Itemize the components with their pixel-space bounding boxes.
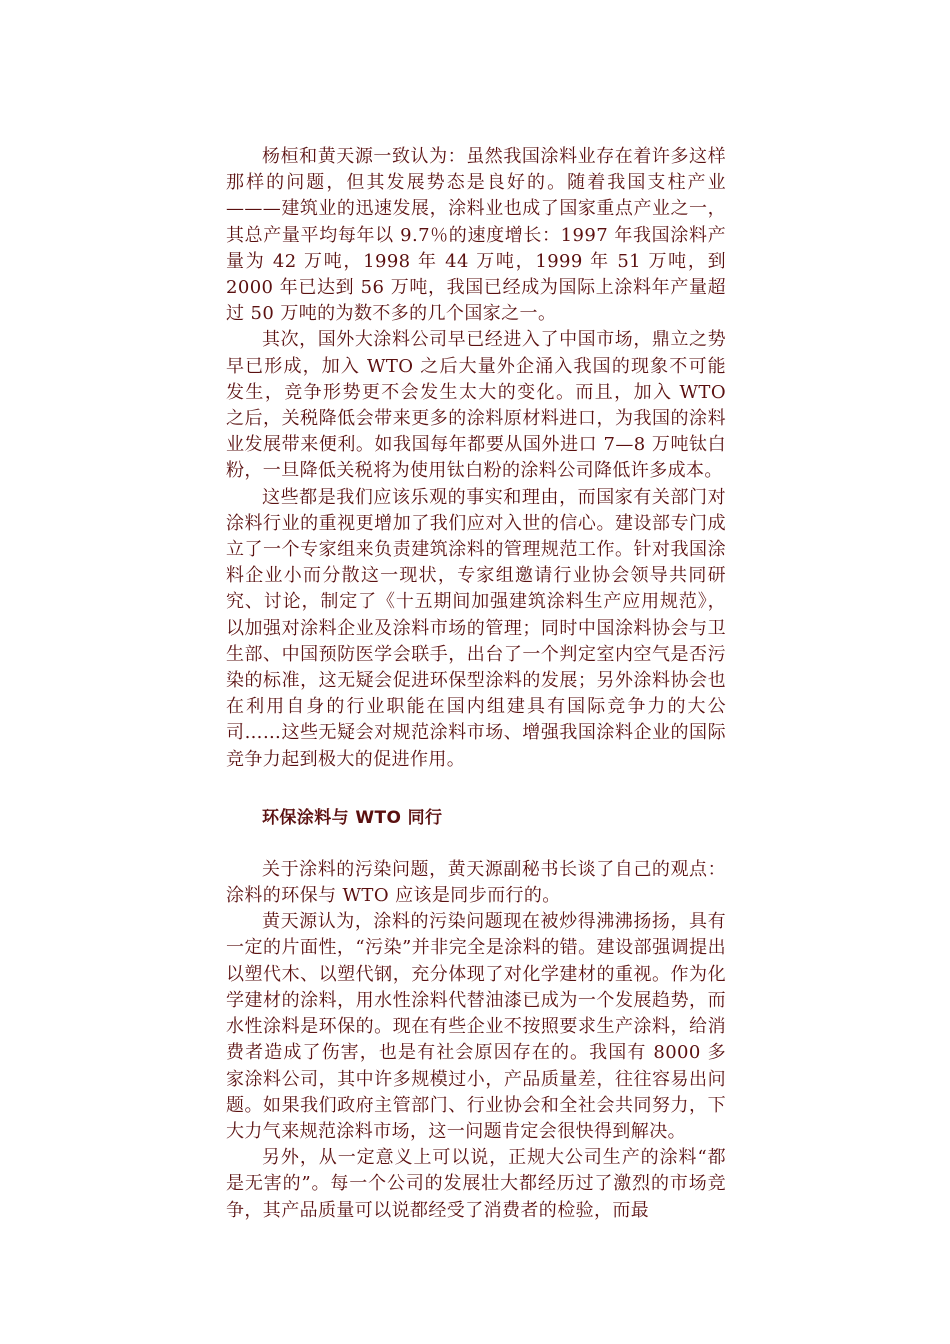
paragraph-industry-growth: 杨桓和黄天源一致认为：虽然我国涂料业存在着许多这样那样的问题，但其发展势态是良好的。随着我国支柱产业———建筑业的迅速发展，涂料业也成了国家重点产业之一，其总产量平均每年以 9.7％的速度增长：1997 年我国涂料产量为 42 万吨，1998 年 44 万吨，1999 年 51 万吨，到 2000 年已达到 56 万吨，我国已经成为国际上涂料年产量超过 50 万吨的为数不多的几个国家之一。	[226, 146, 726, 325]
paragraph-pollution-intro: 关于涂料的污染问题，黄天源副秘书长谈了自己的观点：涂料的环保与 WTO 应该是同步而行的。	[226, 858, 726, 907]
paragraph-government-support: 这些都是我们应该乐观的事实和理由，而国家有关部门对涂料行业的重视更增加了我们应对入世的信心。建设部专门成立了一个专家组来负责建筑涂料的管理规范工作。针对我国涂料企业小而分散这一现状，专家组邀请行业协会领导共同研究、讨论，制定了《十五期间加强建筑涂料生产应用规范》，以加强对涂料企业及涂料市场的管理；同时中国涂料协会与卫生部、中国预防医学会联手，出台了一个判定室内空气是否污染的标准，这无疑会促进环保型涂料的发展；另外涂料协会也在利用自身的行业职能在国内组建具有国际竞争力的大公司……这些无疑会对规范涂料市场、增强我国涂料企业的国际竞争力起到极大的促进作用。	[226, 486, 726, 770]
article-body	[226, 144, 726, 1224]
paragraph-large-companies: 另外，从一定意义上可以说，正规大公司生产的涂料“都是无害的”。每一个公司的发展壮大都经历过了激烈的市场竞争，其产品质量可以说都经受了消费者的检验，而最	[226, 1147, 726, 1221]
paragraph-pollution-analysis: 黄天源认为，涂料的污染问题现在被炒得沸沸扬扬，具有一定的片面性，“污染”并非完全是涂料的错。建设部强调提出以塑代木、以塑代钢，充分体现了对化学建材的重视。作为化学建材的涂料，用水性涂料代替油漆已成为一个发展趋势，而水性涂料是环保的。现在有些企业不按照要求生产涂料，给消费者造成了伤害，也是有社会原因存在的。我国有 8000 多家涂料公司，其中许多规模过小，产品质量差，往往容易出问题。如果我们政府主管部门、行业协会和全社会共同努力，下大力气来规范涂料市场，这一问题肯定会很快得到解决。	[226, 911, 726, 1142]
paragraph-foreign-competition: 其次，国外大涂料公司早已经进入了中国市场，鼎立之势早已形成，加入 WTO 之后大量外企涌入我国的现象不可能发生，竞争形势更不会发生太大的变化。而且，加入 WTO 之后，关税降低会带来更多的涂料原材料进口，为我国的涂料业发展带来便利。如我国每年都要从国外进口 7—8 万吨钛白粉，一旦降低关税将为使用钛白粉的涂料公司降低许多成本。	[226, 329, 726, 482]
section-heading: 环保涂料与 WTO 同行	[262, 807, 443, 828]
